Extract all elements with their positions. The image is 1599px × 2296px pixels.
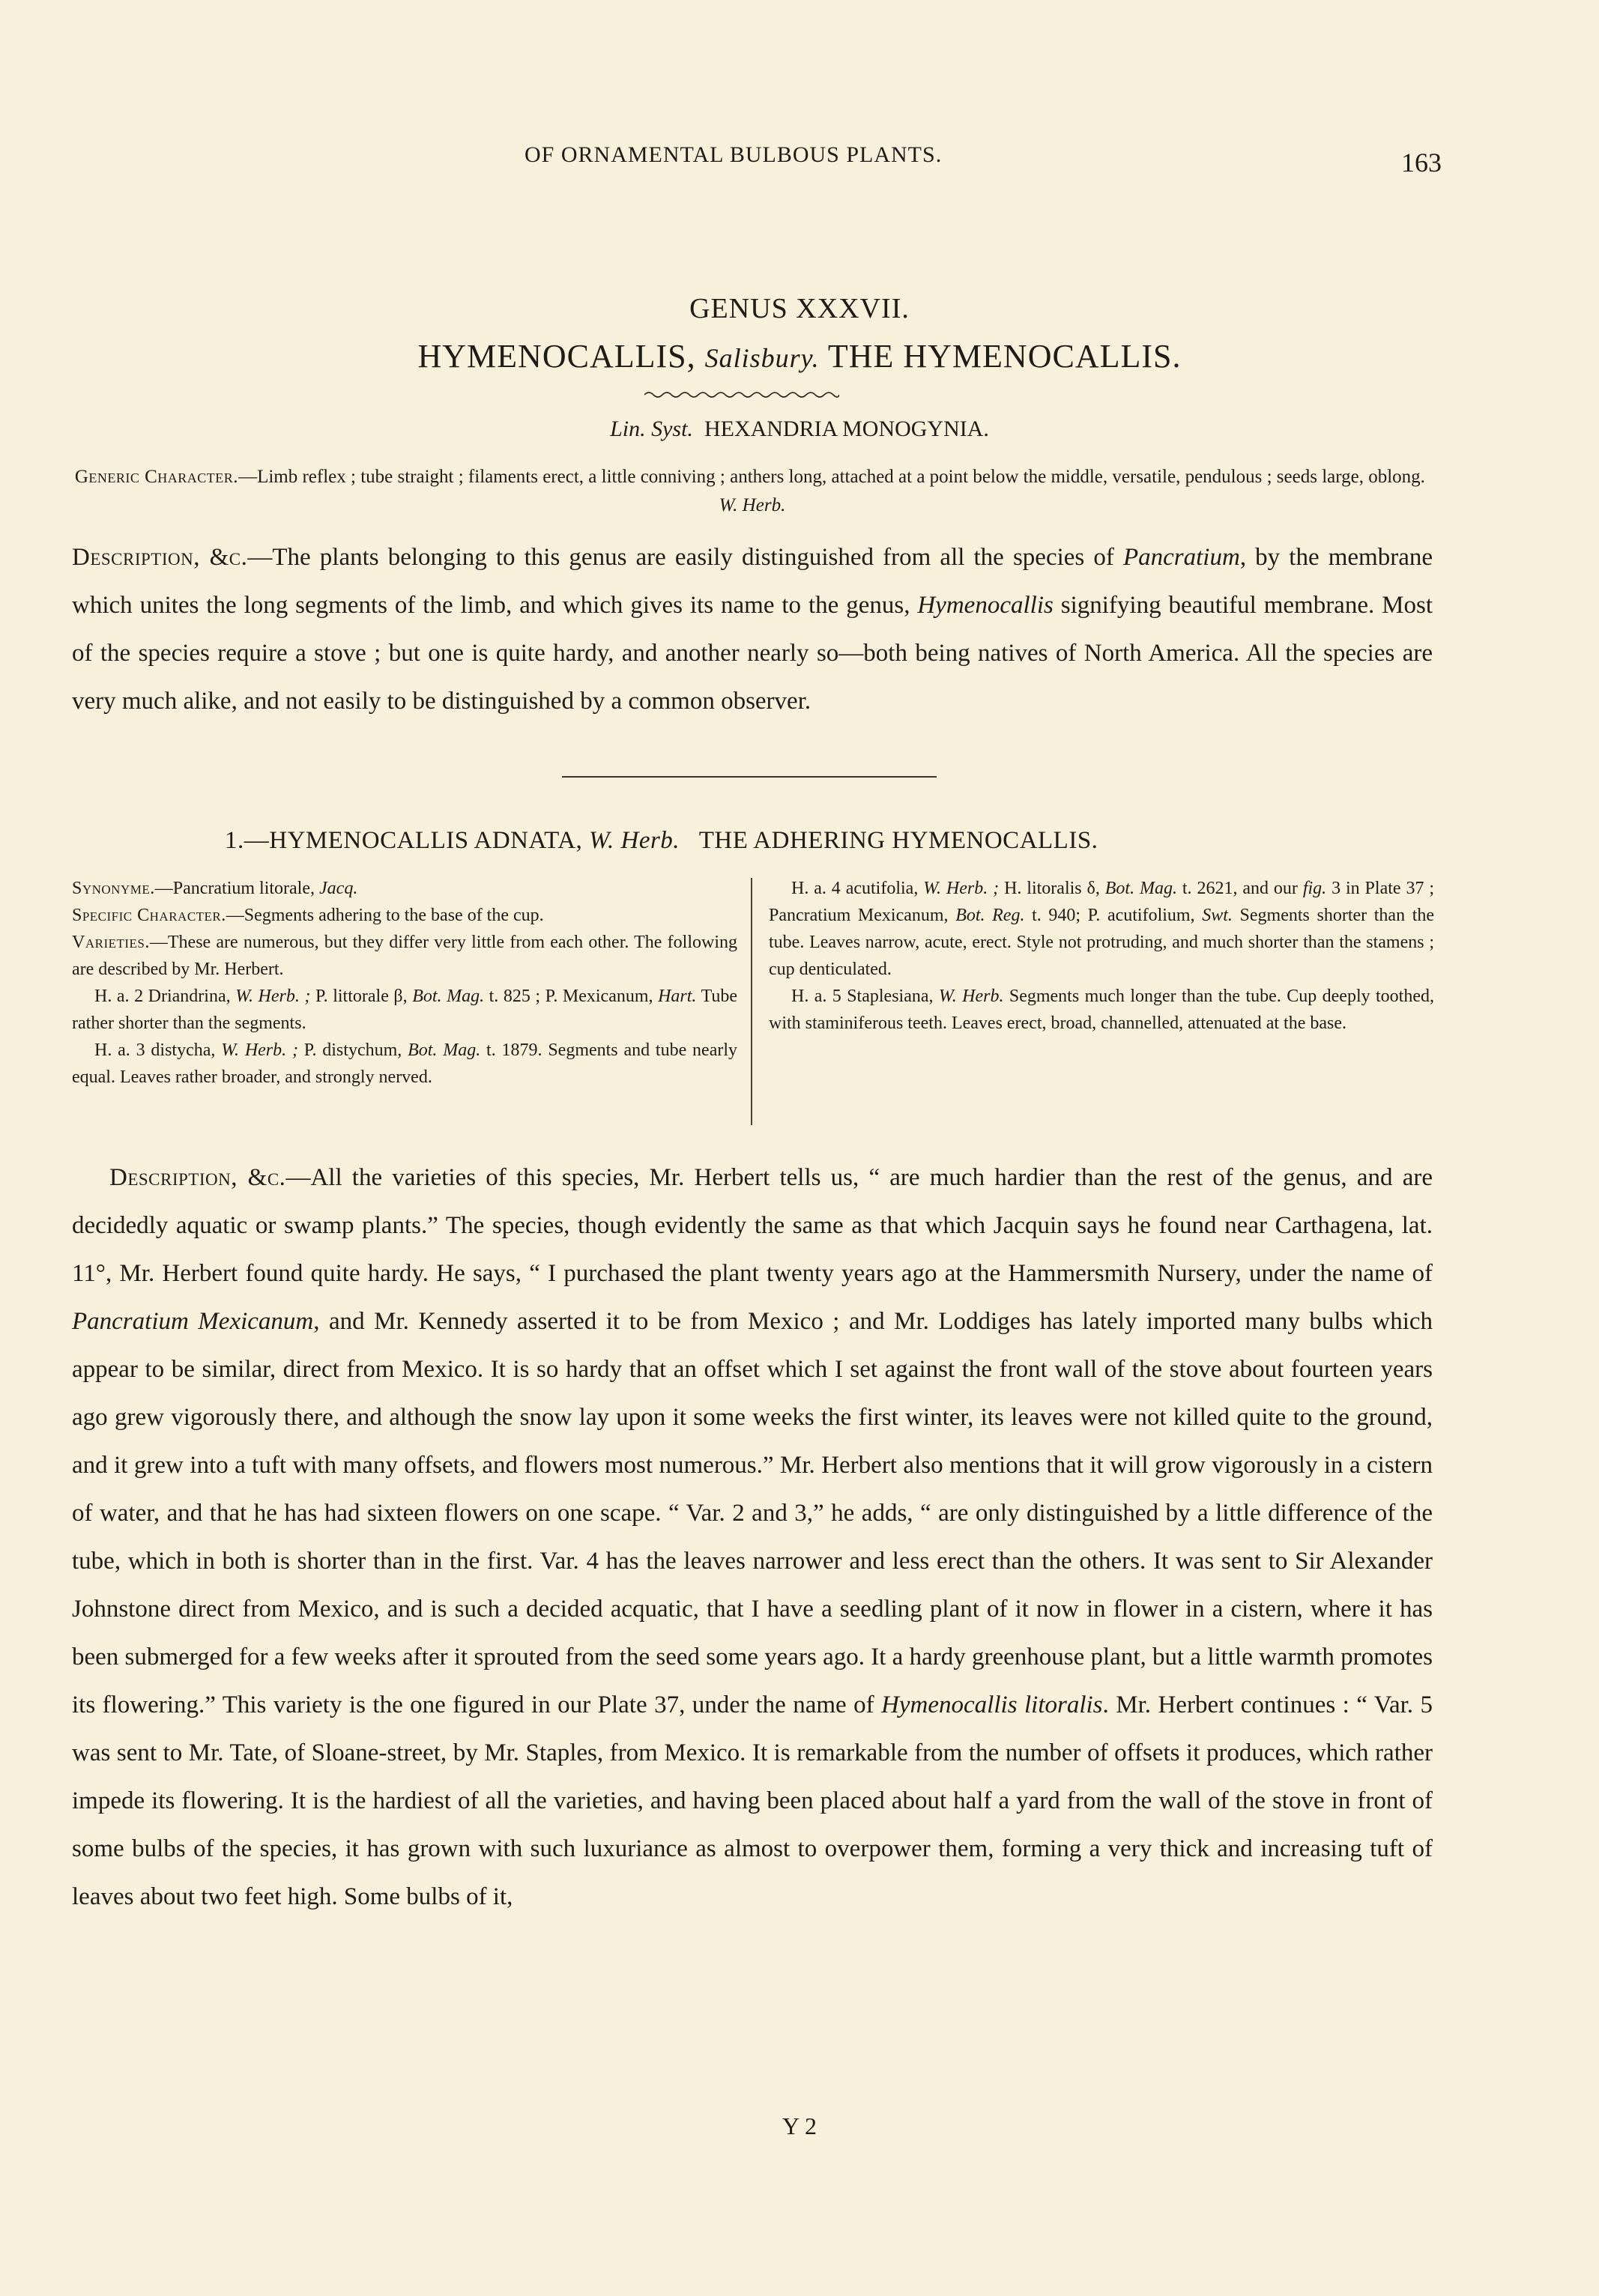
genus-author: Salisbury. — [704, 343, 820, 373]
signature-mark: Y 2 — [782, 2112, 817, 2139]
linnaean-system — [0, 417, 1599, 442]
synonyme-text: —Pancratium litorale, — [154, 879, 315, 898]
species-description-text: , and Mr. Kennedy asserted it to be from Mexico ; and Mr. Loddiges has lately imported many bulbs which appear to be similar, direct from Mexico. It is so hardy that an offset which I set against the front wall of the stove about fourteen years ago grew vigorously there, and although the snow lay upon it some weeks the first winter, its leaves were not killed quite to the ground, and it grew into a tuft with many offsets, and flowers most numerous.” Mr. Herbert also mentions that it will grow vigorously in a cistern of water, and that he has had sixteen flowers on one scape. “ Var. 2 and 3,” he adds, “ are only distinguished by a little difference of the tube, which in both is shorter than in the first. Var. 4 has the leaves narrower and less erect than the others. It was sent to Sir Alexander Johnstone direct from Mexico, and is such a decided acquatic, that I have a seedling plant of it now in flower in a cistern, where it has been submerged for a few weeks after it sprouted from the seed some years ago. It a hardy greenhouse plant, but a little warmth promotes its flowering.” This variety is the one figured in our Plate 37, under the name of — [72, 1308, 1433, 1718]
variety-5-entry — [769, 983, 1434, 1037]
variety-italic: W. Herb. ; — [923, 879, 1000, 898]
variety-italic: fig. — [1302, 879, 1327, 898]
variety-text: H. a. 5 Staplesiana, — [791, 987, 934, 1006]
variety-text: H. a. 3 distycha, — [94, 1041, 216, 1060]
varieties-entry — [72, 929, 737, 983]
genus-description-text: , by the membrane which unites the long segments of the limb, and which gives its name to the genus, — [72, 544, 1433, 619]
variety-italic: W. Herb. ; — [221, 1041, 298, 1060]
linnaean-label: Lin. Syst. — [610, 417, 693, 441]
variety-italic: W. Herb. — [938, 987, 1004, 1006]
genus-description-text: —The plants belonging to this genus are easily distinguished from all the species of — [247, 544, 1123, 571]
generic-character — [72, 463, 1433, 520]
species-common-name: THE ADHERING HYMENOCALLIS. — [698, 827, 1098, 854]
variety-italic: Bot. Mag. — [408, 1041, 481, 1060]
species-description — [72, 1154, 1433, 1921]
variety-italic: Hart. — [658, 987, 697, 1006]
variety-text: t. 940; P. acutifolium, — [1032, 906, 1195, 925]
species-heading — [225, 827, 1098, 855]
variety-2-entry — [72, 983, 737, 1037]
genus-title — [0, 337, 1599, 375]
species-author: W. Herb. — [589, 827, 680, 854]
linnaean-class: HEXANDRIA MONOGYNIA. — [704, 417, 989, 441]
genus-common-name: THE HYMENOCALLIS. — [827, 338, 1182, 375]
column-divider — [751, 878, 752, 1125]
variety-text: H. a. 2 Driandrina, — [94, 987, 231, 1006]
variety-italic: W. Herb. ; — [235, 987, 311, 1006]
variety-text: Segments shorter than the tube. Leaves narrow, acute, erect. Style not protruding, and much shorter than the stamens ; cup denticulated. — [769, 906, 1435, 979]
genus-description-text: signifying beautiful membrane. Most of the species require a stove ; but one is quite hardy, and another nearly so—both being natives of North America. All the species are very much alike, and not easily to be distinguished by a common observer. — [72, 592, 1433, 715]
genus-description-label: Description, &c. — [72, 544, 248, 571]
generic-character-label: Generic Character. — [74, 467, 239, 487]
variety-text: t. 1879. Segments and tube nearly equal. Leaves rather broader, and strongly nerved. — [72, 1041, 738, 1087]
species-notes-left — [72, 875, 737, 1091]
variety-italic: Bot. Mag. — [1104, 879, 1177, 898]
variety-text: Tube rather shorter than the segments. — [72, 987, 738, 1033]
genus-name: HYMENOCALLIS, — [417, 338, 696, 375]
genus-description — [72, 533, 1433, 725]
specific-character-label: Specific Character. — [72, 906, 226, 925]
wavy-rule-ornament — [644, 390, 839, 400]
genus-description-italic: Hymenocallis — [917, 592, 1054, 619]
specific-character-text: —Segments adhering to the base of the cup. — [226, 906, 544, 925]
synonyme-author: Jacq. — [319, 879, 358, 898]
species-description-label: Description, &c. — [109, 1164, 286, 1191]
running-head: OF ORNAMENTAL BULBOUS PLANTS. — [525, 142, 943, 167]
variety-text: H. a. 4 acutifolia, — [791, 879, 919, 898]
variety-text: t. 2621, and our — [1182, 879, 1298, 898]
variety-text: 3 in Plate 37 ; Pancratium Mexicanum, — [769, 879, 1435, 925]
synonyme-label: Synonyme. — [72, 879, 155, 898]
generic-character-authority: W. Herb. — [719, 495, 786, 515]
varieties-label: Varieties. — [72, 933, 150, 952]
varieties-text: —These are numerous, but they differ very little from each other. The following are described by Mr. Herbert. — [72, 933, 737, 979]
specific-character-entry — [72, 902, 737, 929]
page-number: 163 — [1401, 148, 1442, 178]
variety-text: Segments much longer than the tube. Cup deeply toothed, with staminiferous teeth. Leaves erect, broad, channelled, attenuated at the base. — [769, 987, 1434, 1033]
variety-italic: Swt. — [1202, 906, 1233, 925]
variety-4-entry — [769, 875, 1434, 983]
species-notes-right — [769, 875, 1434, 1037]
species-description-text: —All the varieties of this species, Mr. Herbert tells us, “ are much hardier than the rest of the genus, and are decidedly aquatic or swamp plants.” The species, though evidently the same as that which Jacquin says he found near Carthagena, lat. 11°, Mr. Herbert found quite hardy. He says, “ I purchased the plant twenty years ago at the Hammersmith Nursery, under the name of — [72, 1164, 1433, 1287]
species-name: 1.—HYMENOCALLIS ADNATA, — [225, 827, 583, 854]
species-description-paragraph — [72, 1154, 1433, 1921]
variety-3-entry — [72, 1037, 737, 1091]
variety-italic: Bot. Reg. — [955, 906, 1025, 925]
synonyme-entry — [72, 875, 737, 902]
variety-italic: Bot. Mag. — [412, 987, 485, 1006]
variety-text: t. 825 ; P. Mexicanum, — [489, 987, 653, 1006]
generic-character-text: —Limb reflex ; tube straight ; filaments erect, a little conniving ; anthers long, attached at a point below the middle, versatile, pendulous ; seeds large, oblong. — [238, 467, 1425, 487]
variety-text: P. distychum, — [303, 1041, 402, 1060]
genus-description-italic: Pancratium — [1122, 544, 1240, 571]
genus-number: GENUS XXXVII. — [689, 293, 910, 324]
species-description-italic: Pancratium Mexicanum — [72, 1308, 314, 1335]
species-description-text: . Mr. Herbert continues : “ Var. 5 was sent to Mr. Tate, of Sloane-street, by Mr. Staples, from Mexico. It is remarkable from the number of offsets it produces, which rather impede its flowering. It is the hardiest of all the varieties, and having been placed about half a yard from the wall of the stove in front of some bulbs of the species, it has grown with such luxuriance as almost to overpower them, forming a very thick and increasing tuft of leaves about two feet high. Some bulbs of it, — [72, 1691, 1433, 1910]
species-description-italic: Hymenocallis litoralis — [881, 1691, 1103, 1718]
variety-text: P. littorale β, — [315, 987, 408, 1006]
variety-text: H. litoralis δ, — [1004, 879, 1100, 898]
section-divider — [562, 776, 937, 778]
